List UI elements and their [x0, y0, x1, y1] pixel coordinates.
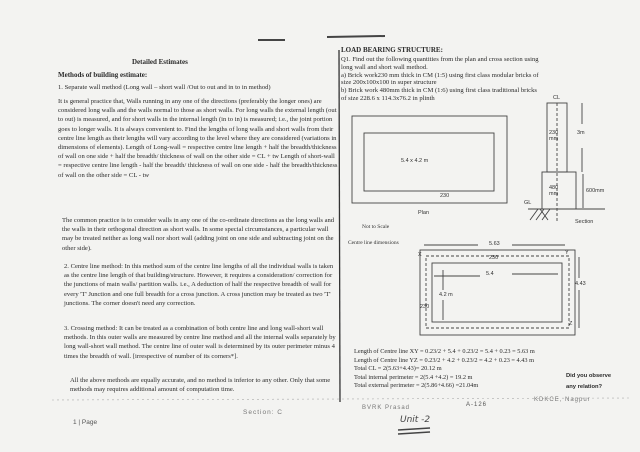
plan-inner-dimension: 5.4 x 4.2 m: [401, 158, 429, 164]
unit-handwritten: Unit -2: [400, 415, 431, 425]
section-drawing: [528, 103, 605, 222]
page-number: 1 | Page: [73, 419, 98, 426]
section-footing-width: 480 mm: [549, 185, 559, 197]
question-1: [341, 56, 541, 103]
section-height: 3m: [577, 130, 585, 136]
column-divider: [339, 50, 340, 402]
corner-y: Y: [565, 250, 569, 256]
section-caption: Section: [575, 219, 594, 225]
calc-total-cl: Total CL = 2(5.63+4.43)= 20.12 m: [354, 365, 442, 373]
calc-external-perimeter: Total external perimeter = 2(5.86+4.66) =21.04m: [354, 382, 479, 390]
calc-yz: Length of Centre line YZ = 0.23/2 + 4.2 + 0.23/2 = 4.2 + 0.23 = 4.43 m: [354, 356, 535, 364]
paragraph-crossing: 3. Crossing method: It can be treated as a combination of both centre line and long wall-short wall methods. In this outer walls are measured by centre line method and all the internal walls separately by long wall-short wall method. The centre line of outer wall is determined by its outer perimeter minus 4 times the breadth of wall. [irrespective of number of its corners*].: [64, 325, 336, 360]
author: BVRK Prasad: [362, 405, 411, 411]
centre-wall-left: 230: [420, 304, 430, 310]
centre-line-caption: Centre line dimensions: [348, 240, 399, 246]
header-scribble: [258, 36, 385, 40]
section-cl-label: CL: [553, 95, 561, 101]
section-gl-label: GL: [524, 200, 532, 206]
section-plinth-height: 600mm: [586, 188, 605, 194]
unit-underline: [398, 428, 430, 434]
plan-wall-thickness: 230: [440, 193, 450, 199]
centre-wall-top: 230: [489, 255, 499, 261]
observe-line-1: Did you observe: [566, 373, 612, 379]
section-heading: Methods of building estimate:: [58, 71, 148, 79]
centre-line-length: 5.63: [489, 241, 500, 247]
calc-internal-perimeter: Total internal perimeter = 2(5.4 +4.2) = 19.2 m: [354, 373, 473, 381]
paragraph-separate-wall: It is general practice that, Walls running in any one of the directions (preferably the longer ones) are considered long walls and the walls normal to those as short walls. For long walls the external length (out to out) is measured, and for short walls in the internal length (in to in) is measured; i.e., the joint portion goes to longer walls. It is always convenient to. Find the lengths of long walls and short walls from their centre line length as their lengths will vary according to the level where they are considered (variations in dimensions of elements). Length of Long-wall = respective centre line length + half the breadth/thickness of wall on one side + half the breadth/ thickness of wall on the other side = CL + tw Length of short-wall = respective centre line length - half the breadth/ thickness of wall on one side - half the breadth/thickness of wall on the other side = CL - tw: [58, 98, 338, 179]
room-code: A-126: [466, 402, 488, 408]
paragraph-conclusion: All the above methods are equally accurate, and no method is inferior to any other. Only that some methods may requires additional amount of computation time.: [70, 377, 331, 394]
plan-caption: Plan: [418, 210, 430, 216]
section-wall-thickness: 230 mm: [549, 130, 559, 142]
doc-title: Detailed Estimates: [132, 58, 188, 66]
paragraph-centre-line: 2. Centre line method: In this method sum of the centre line lengths of all the individual walls is taken as the centre line length of that building/structure. However, it requires a consideration/ correction for the junctions of main walls/ partition walls. i.e., A deduction of half the respective breadth of wall for every 'T' Junction and one full breadth for a cross junction. A cross junction may be treated as two 'T' junctions. The corner doesn't need any correction.: [64, 263, 334, 307]
calculations: [354, 348, 559, 391]
centre-inner-length: 5.4: [486, 271, 494, 277]
plan-drawing: [352, 116, 507, 203]
method-1-title: 1. Separate wall method (Long wall – short wall /Out to out and in to in method): [58, 84, 271, 91]
corner-x: X: [418, 252, 422, 258]
section-label: Section: C: [243, 409, 283, 416]
question-part-a: a) Brick work230 mm thick in CM (1:5) using first class modular bricks of size 200x100x100 in super structure: [341, 71, 539, 87]
centre-inner-width: 4.2 m: [439, 292, 453, 298]
centre-line-width: 4.43: [575, 281, 586, 287]
centre-line-drawing: [420, 245, 579, 335]
question-part-b: b) Brick work 480mm thick in CM (1:6) using first class traditional bricks of size 228.6 x 114.3x76.2 in plinth: [341, 87, 537, 102]
calc-xy: Length of Centre line XY = 0.23/2 + 5.4 + 0.23/2 = 5.4 + 0.23 = 5.63 m: [354, 348, 535, 355]
paragraph-common-practice: The common practice is to consider walls in any one of the co-ordinate directions as the long walls and the walls in their orthogonal direction as short walls. In some special circumstances, a particular wall may be treated neither as long wall nor short wall (adding joint on one side and subtracting joint on the other side).: [62, 217, 335, 252]
question-text: Q1. Find out the following quantities from the plan and cross section using long wall and short wall method.: [341, 56, 539, 71]
observe-line-2: any relation?: [566, 384, 603, 390]
corner-z: Z: [569, 321, 573, 327]
college: KDKCE, Nagpur: [534, 397, 591, 403]
not-to-scale-note: Not to Scale: [362, 224, 390, 230]
load-bearing-heading: LOAD BEARING STRUCTURE:: [341, 46, 443, 54]
